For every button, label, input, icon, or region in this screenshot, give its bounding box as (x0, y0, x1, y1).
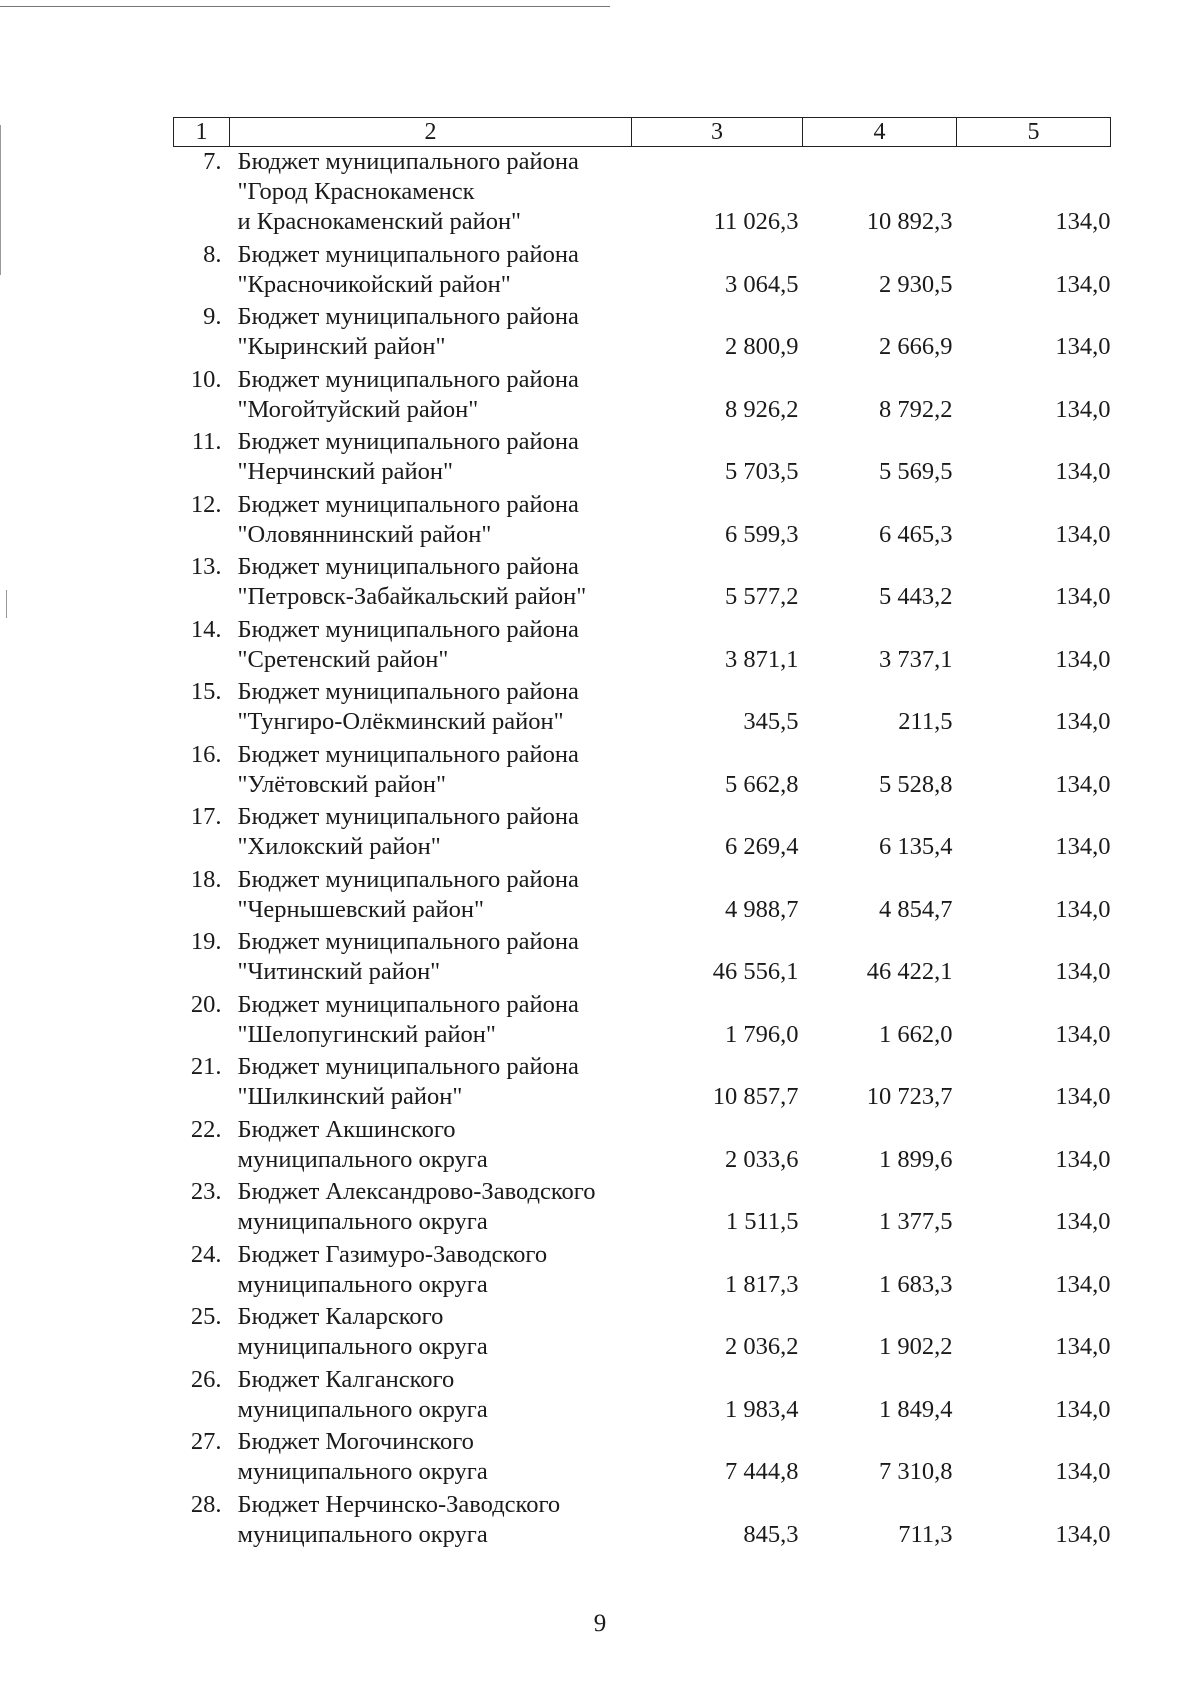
value-column-5: 134,0 (1055, 833, 1111, 860)
budget-name-line: "Петровск-Забайкальский район" (237, 583, 587, 610)
budget-name-line: Бюджет муниципального района (237, 365, 579, 393)
row-number: 11. (191, 428, 222, 455)
table-row (174, 802, 1111, 865)
row-number: 23. (190, 1178, 222, 1205)
budget-name-line: Бюджет муниципального района (237, 303, 579, 330)
value-column-3: 845,3 (743, 1520, 799, 1548)
budget-name-line: муниципального округа (237, 1270, 488, 1298)
value-column-4: 2 666,9 (879, 333, 953, 360)
value-column-4: 46 422,1 (866, 958, 953, 985)
value-column-5: 134,0 (1055, 1020, 1111, 1048)
scan-edge-line (0, 6, 610, 7)
budget-name-line: Бюджет муниципального района (237, 803, 579, 830)
value-column-5: 134,0 (1055, 1145, 1111, 1173)
row-number: 12. (190, 490, 222, 518)
value-column-5: 134,0 (1055, 583, 1111, 610)
table-row (174, 1365, 1111, 1428)
value-column-4: 5 569,5 (879, 458, 953, 485)
budget-name-line: муниципального округа (237, 1208, 488, 1235)
value-column-3: 6 269,4 (725, 833, 799, 860)
row-number: 19. (190, 928, 222, 955)
value-column-3: 8 926,2 (725, 395, 799, 423)
value-column-3: 3 871,1 (725, 645, 799, 673)
budget-name-line: Бюджет муниципального района (237, 148, 579, 175)
budget-name (230, 302, 632, 365)
table-row (174, 1427, 1111, 1490)
budget-name-line: Бюджет муниципального района (237, 490, 579, 518)
budget-name-line: "Тунгиро-Олёкминский район" (237, 708, 564, 735)
value-column-4: 3 737,1 (879, 645, 953, 673)
budget-name-line: "Оловяннинский район" (237, 520, 492, 548)
header-cell-4: 4 (803, 118, 957, 147)
value-column-4: 8 792,2 (879, 395, 953, 423)
row-number: 21. (190, 1053, 222, 1080)
row-number: 8. (203, 240, 222, 268)
value-column-5: 134,0 (1055, 1333, 1111, 1360)
budget-name (230, 927, 632, 990)
budget-name-line: Бюджет Газимуро-Заводского (237, 1240, 548, 1268)
budget-name (230, 240, 632, 303)
value-column-4: 4 854,7 (879, 895, 953, 923)
page-number: 9 (593, 1610, 607, 1637)
scan-edge-line (0, 125, 1, 275)
value-column-5: 134,0 (1055, 1270, 1111, 1298)
row-number: 22. (190, 1115, 222, 1143)
budget-name (230, 802, 632, 865)
budget-name-line: Бюджет Калганского (237, 1365, 455, 1393)
budget-name (230, 552, 632, 615)
value-column-4: 1 377,5 (879, 1208, 953, 1235)
row-number: 9. (203, 303, 222, 330)
budget-name-line: муниципального округа (237, 1333, 488, 1360)
row-number: 16. (190, 740, 222, 768)
row-number: 14. (190, 615, 222, 643)
value-column-3: 1 817,3 (725, 1270, 799, 1298)
value-column-3: 7 444,8 (725, 1458, 799, 1485)
value-column-5: 134,0 (1055, 895, 1111, 923)
budget-name-line: "Хилокский район" (237, 833, 441, 860)
value-column-5: 134,0 (1055, 333, 1111, 360)
value-column-4: 1 683,3 (879, 1270, 953, 1298)
header-cell-5: 5 (957, 118, 1111, 147)
budget-name (230, 865, 632, 928)
value-column-4: 211,5 (898, 708, 953, 735)
value-column-3: 1 796,0 (725, 1020, 799, 1048)
value-column-3: 11 026,3 (713, 208, 799, 235)
value-column-4: 7 310,8 (879, 1458, 953, 1485)
row-number: 17. (190, 803, 222, 830)
budget-name-line: Бюджет муниципального района (237, 615, 579, 643)
budget-name-line: Бюджет Александрово-Заводского (237, 1178, 596, 1205)
budget-name-line: Бюджет муниципального района (237, 928, 579, 955)
value-column-5: 134,0 (1055, 770, 1111, 798)
value-column-5: 134,0 (1055, 1395, 1111, 1423)
budget-name-line: "Город Краснокаменск (237, 178, 475, 205)
budget-name-line: Бюджет муниципального района (237, 1053, 579, 1080)
budget-name-line: муниципального округа (237, 1145, 488, 1173)
budget-name-line: "Кыринский район" (237, 333, 446, 360)
header-cell-2: 2 (230, 118, 632, 147)
row-number: 18. (190, 865, 222, 893)
value-column-5: 134,0 (1055, 520, 1111, 548)
budget-name-line: муниципального округа (237, 1458, 488, 1485)
value-column-5: 134,0 (1055, 958, 1111, 985)
budget-name (230, 427, 632, 490)
table-row (174, 490, 1111, 553)
table-header (174, 118, 1111, 147)
budget-name-line: Бюджет Нерчинско-Заводского (237, 1490, 561, 1518)
row-number: 27. (190, 1428, 222, 1455)
value-column-4: 5 528,8 (879, 770, 953, 798)
table-row (174, 677, 1111, 740)
table-row (174, 147, 1111, 240)
row-number: 25. (190, 1303, 222, 1330)
budget-name (230, 990, 632, 1053)
value-column-3: 3 064,5 (725, 270, 799, 298)
header-row (174, 118, 1111, 147)
budget-name (230, 615, 632, 678)
table-row (174, 1177, 1111, 1240)
budget-name-line: Бюджет муниципального района (237, 678, 579, 705)
value-column-3: 5 703,5 (725, 458, 799, 485)
value-column-3: 6 599,3 (725, 520, 799, 548)
budget-name-line: "Красночикойский район" (237, 270, 511, 298)
value-column-4: 6 465,3 (879, 520, 953, 548)
budget-name-line: Бюджет муниципального района (237, 865, 579, 893)
budget-name-line: и Краснокаменский район" (237, 208, 522, 235)
value-column-3: 5 662,8 (725, 770, 799, 798)
table-row (174, 1302, 1111, 1365)
value-column-5: 134,0 (1055, 1083, 1111, 1110)
value-column-3: 2 033,6 (725, 1145, 799, 1173)
value-column-3: 2 036,2 (725, 1333, 799, 1360)
budget-name-line: "Читинский район" (237, 958, 441, 985)
budget-name-line: Бюджет муниципального района (237, 553, 579, 580)
budget-name (230, 1240, 632, 1303)
header-cell-1: 1 (174, 118, 230, 147)
budget-name-line: "Улётовский район" (237, 770, 446, 798)
value-column-5: 134,0 (1055, 270, 1111, 298)
budget-name (230, 1490, 632, 1553)
value-column-4: 5 443,2 (879, 583, 953, 610)
budget-name (230, 677, 632, 740)
row-number: 15. (190, 678, 222, 705)
value-column-4: 10 723,7 (866, 1083, 953, 1110)
value-column-5: 134,0 (1055, 458, 1111, 485)
budget-name-line: "Нерчинский район" (237, 458, 453, 485)
row-number: 7. (203, 148, 222, 175)
table-row (174, 1115, 1111, 1178)
table-row (174, 990, 1111, 1053)
budget-name (230, 490, 632, 553)
budget-name-line: Бюджет муниципального района (237, 240, 579, 268)
value-column-3: 345,5 (743, 708, 799, 735)
row-number: 26. (190, 1365, 222, 1393)
value-column-4: 1 662,0 (879, 1020, 953, 1048)
row-number: 24. (190, 1240, 222, 1268)
budget-name (230, 1365, 632, 1428)
budget-name-line: "Могойтуйский район" (237, 395, 479, 423)
value-column-5: 134,0 (1055, 1458, 1111, 1485)
value-column-4: 1 902,2 (879, 1333, 953, 1360)
budget-table (173, 117, 1111, 1552)
value-column-3: 5 577,2 (725, 583, 799, 610)
table-row (174, 865, 1111, 928)
table-row (174, 427, 1111, 490)
value-column-3: 4 988,7 (725, 895, 799, 923)
value-column-3: 2 800,9 (725, 333, 799, 360)
budget-name-line: Бюджет муниципального района (237, 990, 579, 1018)
budget-name-line: "Шелопугинский район" (237, 1020, 496, 1048)
row-number: 10. (190, 365, 222, 393)
budget-name (230, 147, 632, 240)
table-row (174, 740, 1111, 803)
budget-name-line: "Шилкинский район" (237, 1083, 463, 1110)
budget-name (230, 1302, 632, 1365)
value-column-5: 134,0 (1055, 208, 1111, 235)
budget-name (230, 1115, 632, 1178)
budget-name-line: Бюджет муниципального района (237, 428, 579, 455)
value-column-4: 6 135,4 (879, 833, 953, 860)
row-number: 28. (190, 1490, 222, 1518)
table-row (174, 302, 1111, 365)
budget-name-line: муниципального округа (237, 1520, 488, 1548)
value-column-3: 10 857,7 (712, 1083, 799, 1110)
value-column-4: 10 892,3 (866, 208, 953, 235)
budget-name (230, 1052, 632, 1115)
value-column-5: 134,0 (1055, 645, 1111, 673)
row-number: 20. (190, 990, 222, 1018)
budget-name (230, 1177, 632, 1240)
value-column-3: 1 983,4 (725, 1395, 799, 1423)
table-row (174, 1052, 1111, 1115)
value-column-4: 711,3 (898, 1520, 953, 1548)
budget-name-line: Бюджет Каларского (237, 1303, 444, 1330)
budget-name-line: Бюджет Могочинского (237, 1428, 474, 1455)
budget-name (230, 1427, 632, 1490)
budget-name-line: "Сретенский район" (237, 645, 449, 673)
budget-name-line: Бюджет Акшинского (237, 1115, 456, 1143)
budget-name-line: "Чернышевский район" (237, 895, 485, 923)
table-row (174, 927, 1111, 990)
budget-name (230, 365, 632, 428)
value-column-5: 134,0 (1055, 1208, 1111, 1235)
value-column-3: 1 511,5 (725, 1208, 799, 1235)
header-cell-3: 3 (632, 118, 803, 147)
value-column-4: 1 899,6 (879, 1145, 953, 1173)
value-column-3: 46 556,1 (712, 958, 799, 985)
value-column-5: 134,0 (1055, 1520, 1111, 1548)
table-body (174, 147, 1111, 1553)
table-row (174, 1240, 1111, 1303)
row-number: 13. (190, 553, 222, 580)
scan-edge-line (6, 590, 7, 618)
table-row (174, 365, 1111, 428)
table-row (174, 1490, 1111, 1553)
table-row (174, 240, 1111, 303)
table-row (174, 615, 1111, 678)
table-row (174, 552, 1111, 615)
value-column-4: 2 930,5 (879, 270, 953, 298)
value-column-5: 134,0 (1055, 708, 1111, 735)
value-column-5: 134,0 (1055, 395, 1111, 423)
budget-name (230, 740, 632, 803)
value-column-4: 1 849,4 (879, 1395, 953, 1423)
budget-name-line: Бюджет муниципального района (237, 740, 579, 768)
budget-name-line: муниципального округа (237, 1395, 488, 1423)
